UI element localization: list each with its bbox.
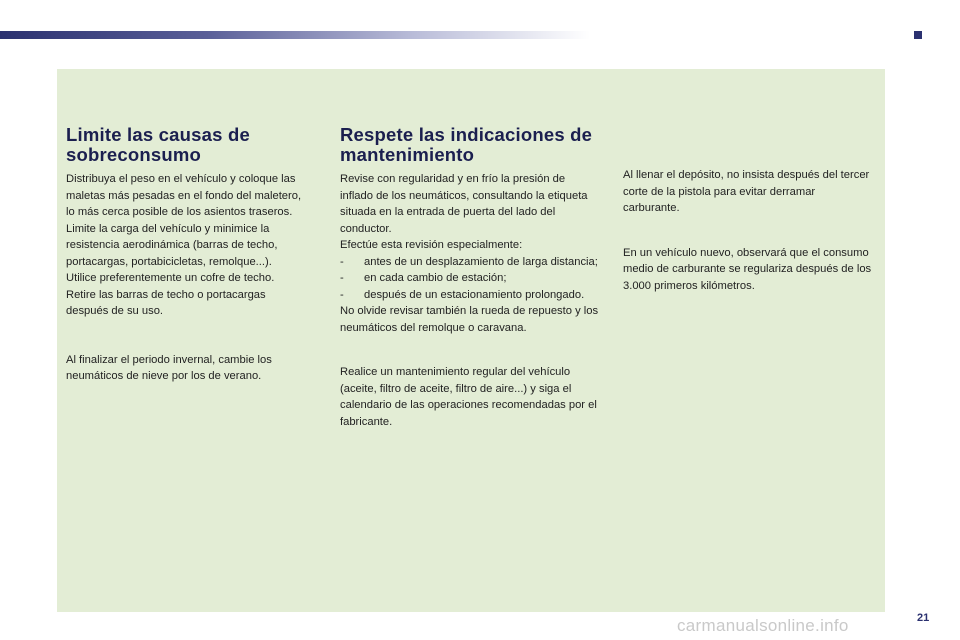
paragraph-fuel-filling: Al llenar el depósito, no insista después del tercer corte de la pistola para evitar derramar carburante. <box>623 169 870 214</box>
column-overconsumption <box>66 125 304 385</box>
list-item: - después de un estacionamiento prolongado. <box>340 288 585 301</box>
content-panel <box>57 69 885 612</box>
paragraph-winter-tyres: Al finalizar el periodo invernal, cambie los neumáticos de nieve por los de verano. <box>66 353 272 382</box>
section-title-maintenance: Respete las indicaciones de mantenimiento <box>340 124 593 165</box>
paragraph-regular-maintenance: Realice un mantenimiento regular del vehículo (aceite, filtro de aceite, filtro de aire...) y siga el calendario de las operaciones recomendadas por el fabricante. <box>340 366 597 428</box>
paragraph-tyre-pressure: Revise con regularidad y en frío la presión de inflado de los neumáticos, consultando la etiqueta situada en la entrada de puerta del lado del conductor. <box>340 173 588 235</box>
check-list <box>340 254 600 304</box>
header-gradient-bar <box>0 31 590 39</box>
paragraph-roof-bars: Retire las barras de techo o portacargas después de su uso. <box>66 288 266 317</box>
section-title-overconsumption: Limite las causas de sobreconsumo <box>66 124 250 165</box>
list-item: - antes de un desplazamiento de larga distancia; <box>340 255 598 268</box>
paragraph-check-intro: Efectúe esta revisión especialmente: <box>340 239 523 251</box>
paragraph-spare-wheel: No olvide revisar también la rueda de repuesto y los neumáticos del remolque o caravana. <box>340 305 599 334</box>
paragraph-new-vehicle: En un vehículo nuevo, observará que el consumo medio de carburante se regulariza después de los 3.000 primeros kilómetros. <box>623 246 872 292</box>
page-number: 21 <box>917 612 930 624</box>
paragraph-weight: Distribuya el peso en el vehículo y coloque las maletas más pesadas en el fondo del maletero, lo más cerca posible de los asientos traseros. <box>66 173 302 218</box>
header-corner-square <box>914 31 922 39</box>
list-item: - en cada cambio de estación; <box>340 272 507 284</box>
column-fuel <box>623 167 873 294</box>
column-maintenance <box>340 125 600 430</box>
paragraph-load: Limite la carga del vehículo y minimice la resistencia aerodinámica (barras de techo, portacargas, portabicicletas, remolque...). Utilice preferentemente un cofre de techo. <box>66 222 278 284</box>
watermark-text: carmanualsonline.info <box>677 616 849 635</box>
